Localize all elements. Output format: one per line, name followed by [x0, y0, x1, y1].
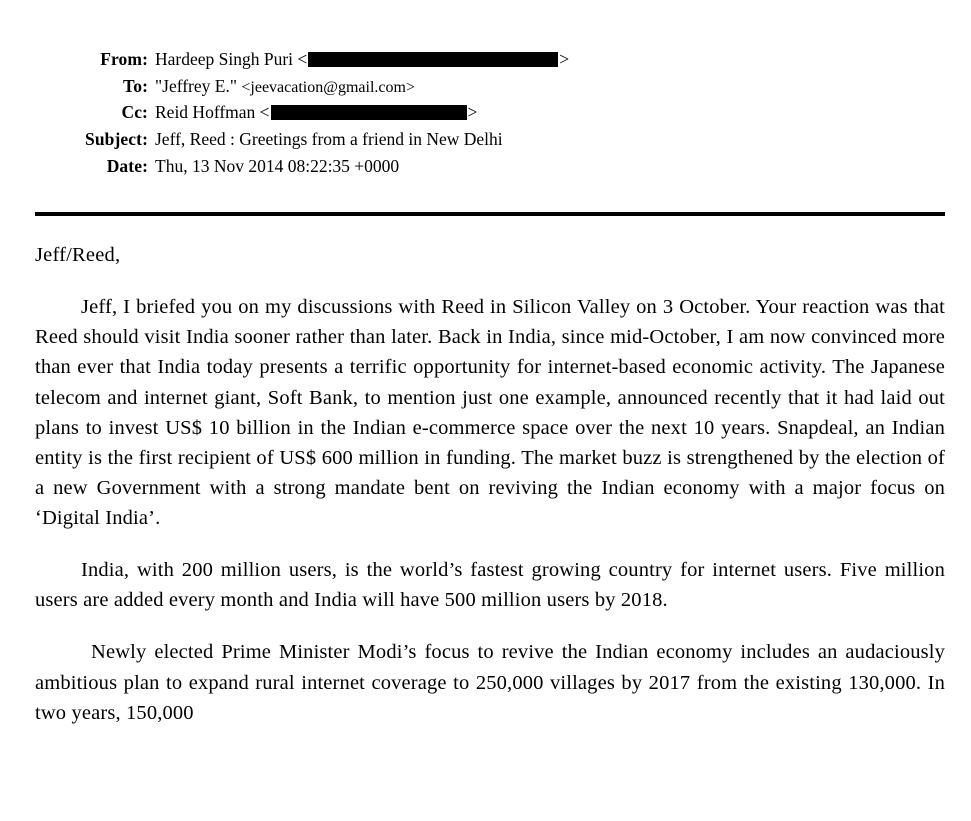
from-name: Hardeep Singh Puri — [155, 49, 294, 69]
email-body — [35, 240, 945, 728]
header-divider — [35, 212, 945, 216]
email-header — [0, 48, 971, 181]
cc-name: Reid Hoffman — [155, 102, 256, 123]
email-field-label: Date: — [106, 155, 148, 176]
to-name: "Jeffrey E." — [155, 75, 237, 96]
date-value: Thu, 13 Nov 2014 08:22:35 +0000 — [155, 155, 400, 176]
email-field-to — [0, 75, 971, 99]
email-field-from — [0, 48, 971, 72]
angle-open: < — [259, 102, 270, 123]
angle-open: < — [297, 49, 308, 69]
email-field-date — [0, 155, 971, 179]
email-field-value — [155, 75, 415, 99]
email-field-cc — [0, 101, 971, 125]
body-paragraph: Jeff, I briefed you on my discussions with Reed in Silicon Valley on 3 October. Your reaction was that Reed should visit India sooner rather than later. Back in India, since mid-October, I am now convinced more than ever that India today presents a terrific opportunity for internet-based economic activity. The Japanese telecom and internet giant, Soft Bank, to mention just one example, announced recently that it had laid out plans to invest US$ 10 billion in the Indian e-commerce space over the next 10 years. Snapdeal, an Indian entity is the first recipient of US$ 600 million in funding. The market buzz is strengthened by the election of a new Government with a strong mandate bent on reviving the Indian economy with a major focus on ‘Digital India’. — [35, 296, 945, 529]
email-field-value — [155, 101, 477, 125]
email-field-label: Cc: — [121, 102, 148, 123]
email-field-value — [155, 48, 569, 72]
email-field-label: Subject: — [84, 128, 148, 149]
email-field-label: From: — [100, 49, 148, 69]
subject-value: Jeff, Reed : Greetings from a friend in New Delhi — [155, 128, 503, 149]
salutation: Jeff/Reed, — [35, 244, 121, 266]
angle-close: > — [467, 102, 478, 123]
to-address: <jeevacation@gmail.com> — [241, 78, 415, 96]
body-paragraph: Newly elected Prime Minister Modi’s focus to revive the Indian economy includes an audaciously ambitious plan to expand rural internet coverage to 250,000 villages by 2017 from the existing 130,000. In two years, 150,000 — [35, 641, 945, 724]
redacted-address — [271, 105, 467, 120]
redacted-address — [308, 52, 558, 67]
angle-close: > — [559, 49, 570, 69]
email-field-subject — [0, 128, 971, 152]
body-paragraph: India, with 200 million users, is the world’s fastest growing country for internet users. Five million users are added every month and India will have 500 million users by 2018. — [35, 559, 945, 612]
email-field-label: To: — [123, 75, 148, 96]
